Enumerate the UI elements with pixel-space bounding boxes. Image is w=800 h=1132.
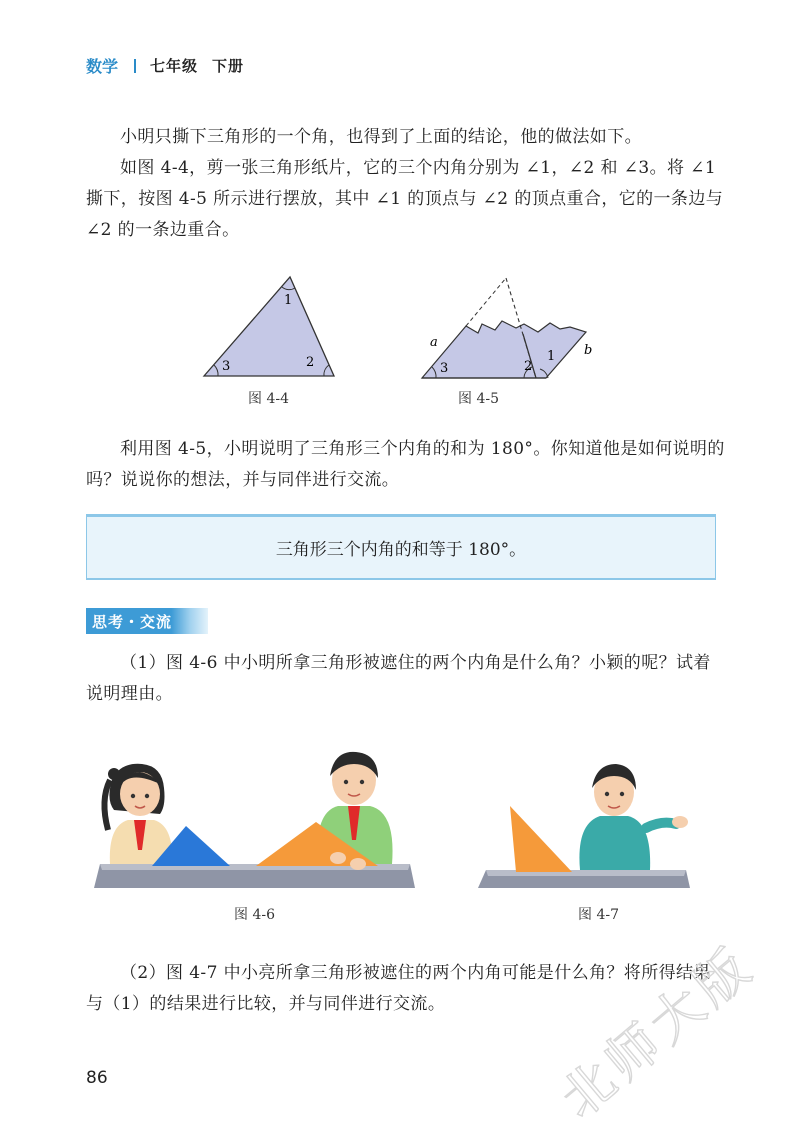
caption-fig-4-5: 图 4-5 [458, 391, 499, 407]
page-header [86, 54, 244, 77]
angle-label-3: 3 [440, 361, 449, 376]
section-tag-label: 思考・交流 [92, 612, 173, 631]
conclusion-box [86, 514, 716, 580]
watermark-text: 北师大版 [549, 934, 767, 1130]
question-1: （1）图 4-6 中小明所拿三角形被遮住的两个内角是什么角？小颖的呢？试着说明理由。 [86, 653, 711, 704]
figure-4-4 [196, 270, 346, 382]
angle-label-2: 2 [524, 359, 533, 374]
page-number: 86 [86, 1068, 108, 1088]
line-label-b: b [584, 343, 593, 358]
figure-4-5 [420, 272, 600, 384]
boy-figure [579, 764, 688, 870]
angle-label-3: 3 [222, 359, 231, 374]
caption-fig-4-6: 图 4-6 [234, 907, 275, 923]
paragraph-2: 如图 4-4，剪一张三角形纸片，它的三个内角分别为 ∠1，∠2 和 ∠3。将 ∠1 撕下，按图 4-5 所示进行摆放，其中 ∠1 的顶点与 ∠2 的顶点重合，它的一条边与 ∠2 的一条边重合。 [86, 158, 724, 240]
orange-triangle [510, 806, 572, 872]
angle-label-1: 1 [284, 293, 293, 308]
header-divider [134, 59, 136, 73]
section-tag [86, 608, 208, 634]
caption-fig-4-4: 图 4-4 [248, 391, 289, 407]
angle-label-2: 2 [306, 355, 315, 370]
volume-label: 下册 [212, 57, 245, 75]
figure-4-7-illustration [476, 758, 706, 896]
girl-figure [104, 764, 172, 864]
question-2: （2）图 4-7 中小亮所拿三角形被遮住的两个内角可能是什么角？将所得结果与（1）的结果进行比较，并与同伴进行交流。 [86, 963, 711, 1014]
paragraph-1: 小明只撕下三角形的一个角，也得到了上面的结论，他的做法如下。 [120, 127, 642, 147]
line-label-a: a [430, 335, 438, 350]
caption-fig-4-7: 图 4-7 [578, 907, 619, 923]
paragraph-3: 利用图 4-5，小明说明了三角形三个内角的和为 180°。你知道他是如何说明的吗？说说你的想法，并与同伴进行交流。 [86, 439, 725, 490]
subject-label: 数学 [86, 57, 119, 76]
conclusion-text: 三角形三个内角的和等于 180°。 [275, 540, 527, 560]
watermark [540, 930, 800, 1130]
figure-4-6-illustration [90, 740, 420, 896]
grade-label: 七年级 [150, 57, 199, 75]
angle-label-1: 1 [547, 349, 556, 364]
